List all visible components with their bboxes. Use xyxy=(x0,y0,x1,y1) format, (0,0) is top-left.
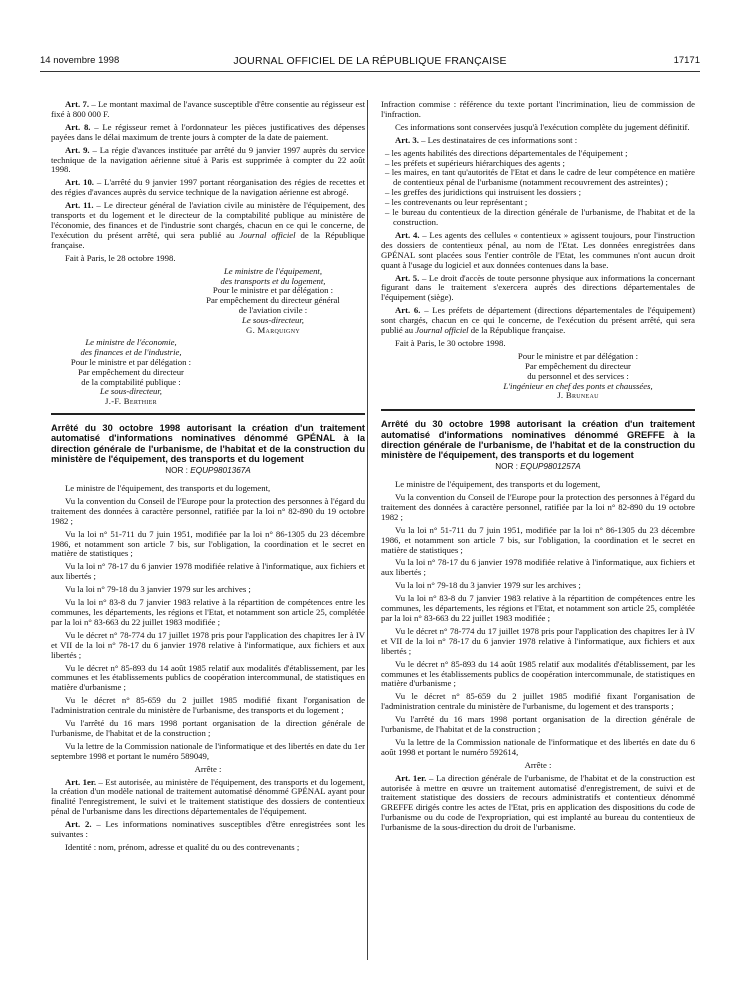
signature-block-equipement: Le ministre de l'équipement, des transports et du logement, Pour le ministre et par délégation : Par empêchement du directeur général de l'aviation civile : Le sous-directeur, G. Marquigny xyxy=(206,265,340,336)
article-2: Art. 2. – Les informations nominatives susceptibles d'être enregistrées sont les suivantes : xyxy=(51,819,365,840)
decree-body-line: Vu la loi n° 83-8 du 7 janvier 1983 relative à la répartition de compétences entre les communes, les départements, les régions et l'Etat, et notamment son article 25, complétée par la loi n° 83-663 du 22 juillet 1983 modifiée ; xyxy=(381,593,695,623)
decree-body-line: Vu le décret n° 85-893 du 14 août 1985 relatif aux modalités d'établissement, par les communes et les établissements publics de coopération intercommunal, de statistiques en matière d'urbanisme ; xyxy=(51,662,365,693)
article-1: Art. 1er. – La direction générale de l'urbanisme, de l'habitat et de la construction est autorisée à mettre en œuvre un traitement automatisé d'enregistrement, de suivi et de traitement statistique des dossiers de recours administratifs et contentieux dénommé GREFFE dirigés contre les actes de l'Etat, pris en application des dispositions du code de l'urbanisme ou du code de l'expropriation, qui est implanté au bureau du contentieux de l'urbanisme de la sous-direction du droit de l'urbanisme. xyxy=(381,772,696,833)
list-item: – les greffes des juridictions qui instruisent les dossiers ; xyxy=(385,187,582,198)
column-divider xyxy=(367,100,368,960)
list-item: – les contrevenants ou leur représentant ; xyxy=(385,197,528,208)
infraction-line: Infraction commise : référence du texte portant l'incrimination, lieu de commission de l'infraction. xyxy=(381,99,695,119)
decree-body-line: Vu l'arrêté du 16 mars 1998 portant organisation de la direction générale de l'urbanisme, de l'habitat et de la construction ; xyxy=(381,714,695,735)
header-rule xyxy=(40,71,700,72)
decree-body-line: Le ministre de l'équipement, des transports et du logement, xyxy=(395,479,601,490)
decree-title-gpenal: Arrêté du 30 octobre 1998 autorisant la création d'un traitement automatisé d'informations nominatives dénommé GPÉNAL à la direction générale de l'urbanisme, de l'habitat et de la construction du ministère de l'équipement, des transports et du logement xyxy=(51,423,365,464)
article-5: Art. 5. – Le droit d'accès de toute personne physique aux informations la concernant figurant dans le traitement s'exercera auprès des directions départementales de l'équipement (siège). xyxy=(381,272,695,303)
decree-body-line: Vu la convention du Conseil de l'Europe pour la protection des personnes à l'égard du traitement des données à caractère personnel, ratifiée par la loi n° 82-890 du 19 octobre 1982 ; xyxy=(381,492,695,522)
article-3: Art. 3. – Les destinataires de ces informations sont : xyxy=(395,134,578,145)
identite-line: Identité : nom, prénom, adresse et qualité du ou des contrevenants ; xyxy=(65,842,300,852)
decree-body-line: Vu le décret n° 85-659 du 2 juillet 1985 modifié fixant l'organisation de l'administration centrale du ministère de l'urbanisme, du logement et des transports ; xyxy=(381,691,695,712)
decree-body-line: Vu la loi n° 51-711 du 7 juin 1951, modifiée par la loi n° 86-1305 du 23 décembre 1986, et notamment son article 7 bis, sur l'obligation, la coordination et le secret en matière de statistiques ; xyxy=(51,528,365,559)
header-journal-title: JOURNAL OFFICIEL DE LA RÉPUBLIQUE FRANÇAISE xyxy=(233,55,507,67)
decree-body-line: Vu la loi n° 79-18 du 3 janvier 1979 sur les archives ; xyxy=(395,580,581,591)
article-7: Art. 7. – Le montant maximal de l'avance susceptible d'être consentie au régisseur est fixé à 800 000 F. xyxy=(51,99,365,119)
header-page-number: 17171 xyxy=(673,55,700,66)
decree-body-line: Vu le décret n° 85-893 du 14 août 1985 relatif aux modalités d'établissement, par les communes et les établissements publics de coopération intercommunale, de statistiques en matière d'urbanisme ; xyxy=(381,658,695,689)
decree-body-line: Vu la convention du Conseil de l'Europe pour la protection des personnes à l'égard du traitement des données à caractère personnel, ratifiée par la loi n° 82-890 du 19 octobre 1982 ; xyxy=(51,495,365,526)
arrete-heading: Arrête : xyxy=(194,763,222,774)
article-10: Art. 10. – L'arrêté du 9 janvier 1997 portant réorganisation des régies de recettes et des régies d'avances auprès du service technique de la navigation aérienne est abrogé. xyxy=(51,177,365,198)
signature-block-economie: Le ministre de l'économie, des finances et de l'industrie, Pour le ministre et par délégation : Par empêchement du directeur de la comptabilité publique : Le sous-directeur, J.-F. Berthier xyxy=(70,336,192,407)
signature-block-personnel: Pour le ministre et par délégation : Par empêchement du directeur du personnel et des services : L'ingénieur en chef des ponts et chaussées, J. Bruneau xyxy=(503,350,653,401)
right-column xyxy=(381,100,695,836)
header-date: 14 novembre 1998 xyxy=(40,55,120,66)
nor-reference: NOR : EQUP9801367A xyxy=(165,466,251,476)
list-item: – le bureau du contentieux de la direction générale de l'urbanisme, de l'habitat et de la construction. xyxy=(385,207,695,227)
article-11: Art. 11. – Le directeur général de l'aviation civile au ministère de l'équipement, des transports et du logement et le directeur de la comptabilité publique au ministère de l'économie, des finances et de l'industrie sont chargés, chacun en ce qui le concerne, de l'exécution du présent arrêté, qui sera publié au Journal officiel de la République française. xyxy=(51,200,365,250)
decree-body-line: Vu le décret n° 85-659 du 2 juillet 1985 modifié fixant l'organisation de l'administration centrale du ministère de l'urbanisme, des transports et du logement ; xyxy=(51,695,365,716)
decree-separator xyxy=(51,413,365,415)
article-4: Art. 4. – Les agents des cellules « contentieux » agissent toujours, pour l'instruction des dossiers de contentieux pénal, au nom de l'Etat. Les données enregistrées dans GPÉNAL sont placées sous l'entier contrôle de l'Etat, les communes n'ont aucun droit quant à l'usage du logiciel et aux données contenues dans la base. xyxy=(381,229,695,270)
conservation-line: Ces informations sont conservées jusqu'à l'exécution complète du jugement définitif. xyxy=(395,121,690,132)
decree-body-line: Vu le décret n° 78-774 du 17 juillet 1978 pris pour l'application des chapitres Ier à IV et VII de la loi n° 78-17 du 6 janvier 1978 relative à l'informatique, aux fichiers et aux libertés ; xyxy=(381,625,695,656)
decree-body-line: Vu le décret n° 78-774 du 17 juillet 1978 pris pour l'application des chapitres Ier à IV et VII de la loi n° 78-17 du 6 janvier 1978 relative à l'informatique, aux fichiers et aux libertés ; xyxy=(51,629,365,660)
decree-body-line: Vu la lettre de la Commission nationale de l'informatique et des libertés en date du 6 août 1998 et portant le numéro 592614, xyxy=(381,736,695,757)
left-column xyxy=(51,100,365,856)
fait-a-paris: Fait à Paris, le 30 octobre 1998. xyxy=(395,337,506,348)
arrete-heading: Arrête : xyxy=(524,759,552,770)
list-item: – les agents habilités des directions départementales de l'équipement ; xyxy=(385,147,628,158)
decree-body-line: Vu la loi n° 78-17 du 6 janvier 1978 modifiée relative à l'informatique, aux fichiers et aux libertés ; xyxy=(51,561,365,582)
decree-body-line: Vu la loi n° 83-8 du 7 janvier 1983 relative à la répartition de compétences entre les communes, les départements, les régions et l'Etat, et notamment son article 25, complétée par la loi n° 83-663 du 22 juillet 1983 modifiée ; xyxy=(51,597,365,627)
fait-a-paris: Fait à Paris, le 28 octobre 1998. xyxy=(65,252,176,263)
decree-body-line: Vu la loi n° 78-17 du 6 janvier 1978 modifiée relative à l'informatique, aux fichiers et aux libertés ; xyxy=(381,557,695,578)
nor-reference: NOR : EQUP9801257A xyxy=(495,462,581,472)
article-8: Art. 8. – Le régisseur remet à l'ordonnateur les pièces justificatives des dépenses payées dans le délai maximum de trente jours à compter de la date de paiement. xyxy=(51,121,365,142)
decree-body-line: Vu la lettre de la Commission nationale de l'informatique et des libertés en date du 1er septembre 1998 et portant le numéro 589049, xyxy=(51,740,365,761)
article-1: Art. 1er. – Est autorisée, au ministère de l'équipement, des transports et du logement, la création d'un modèle national de traitement automatisé dénommé GPÉNAL ayant pour finalité l'enregistrement, le suivi et le traitement statistique des dossiers de contentieux pénal de l'urbanisme dans les directions départementales de l'équipement. xyxy=(51,776,365,817)
list-item: – les maires, en tant qu'autorités de l'Etat et dans le cadre de leur compétence en matière de contentieux pénal de l'urbanisme (notamment recouvrement des astreintes) ; xyxy=(385,167,695,188)
decree-body-line: Vu la loi n° 79-18 du 3 janvier 1979 sur les archives ; xyxy=(65,584,251,595)
article-6: Art. 6. – Les préfets de département (directions départementales de l'équipement) sont chargés, chacun en ce qui le concerne, de l'exécution du présent arrêté, qui sera publié au Journal officiel de la République française. xyxy=(381,305,695,336)
destinataires-list xyxy=(381,149,695,228)
list-item: – les préfets et supérieurs hiérarchiques des agents ; xyxy=(385,157,565,168)
decree-body-line: Vu la loi n° 51-711 du 7 juin 1951, modifiée par la loi n° 86-1305 du 23 décembre 1986, et notamment son article 7 bis, sur l'obligation, la coordination et le secret en matière de statistiques ; xyxy=(381,524,695,555)
decree-body-line: Le ministre de l'équipement, des transports et du logement, xyxy=(65,483,271,493)
article-9: Art. 9. – La régie d'avances instituée par arrêté du 9 janvier 1997 auprès du service technique de la navigation aérienne situé à Paris est supprimée à compter du 22 août 1998. xyxy=(51,144,365,175)
decree-title-greffe: Arrêté du 30 octobre 1998 autorisant la création d'un traitement automatisé d'informations nominatives dénommé GREFFE à la direction générale de l'urbanisme, de l'habitat et de la construction du ministère de l'équipement, des transports et du logement xyxy=(381,419,695,460)
decree-separator xyxy=(381,409,695,411)
decree-body-line: Vu l'arrêté du 16 mars 1998 portant organisation de la direction générale de l'urbanisme, de l'habitat et de la construction ; xyxy=(51,718,365,738)
